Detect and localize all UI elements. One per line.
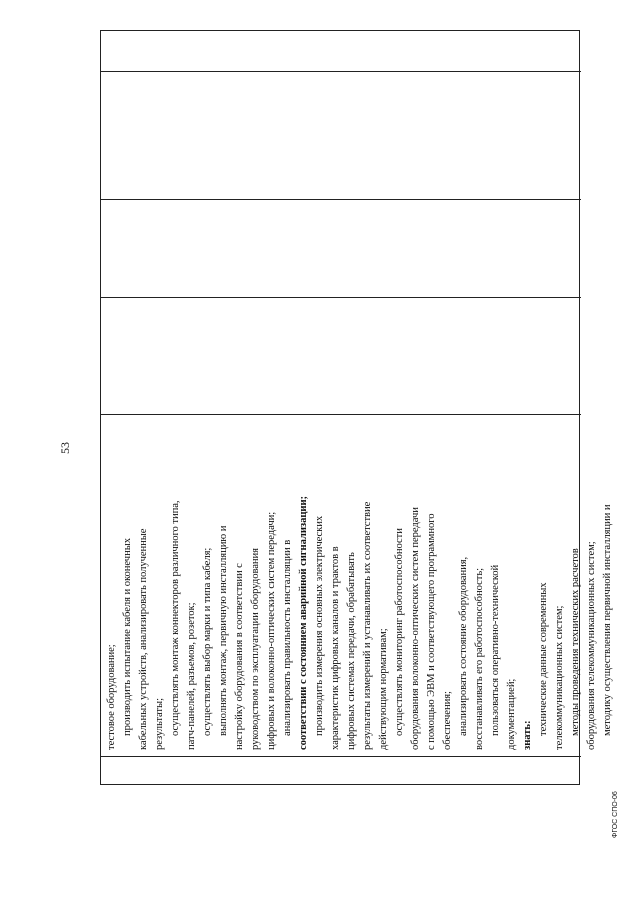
- text-line: действующим нормативам;: [378, 628, 389, 750]
- text-line: цифровых системах передачи, обрабатывать: [346, 552, 357, 750]
- text-line: цифровых и волоконно-оптических систем передачи;: [266, 511, 277, 750]
- text-line: анализировать состояние оборудования,: [458, 556, 469, 736]
- text-line: осуществлять монтаж коннекторов различного типа,: [170, 500, 181, 736]
- text-line: методику осуществления первичной инсталляции и: [602, 504, 613, 736]
- table-column-codes: [101, 31, 581, 71]
- text-line: патч-панелей, разъемов, розеток;: [186, 602, 197, 750]
- text-line: осуществлять выбор марки и типа кабеля;: [202, 547, 213, 736]
- text-line: производить измерения основных электрических: [314, 515, 325, 736]
- standards-table: [100, 30, 613, 785]
- text-line: осуществлять мониторинг работоспособности: [394, 528, 405, 736]
- text-line: производить испытание кабеля и оконечных: [122, 537, 133, 736]
- footer-label: ФГОС СПО-06: [612, 791, 619, 838]
- text-line: результаты измерений и устанавливать их соответствие: [362, 501, 373, 750]
- text-line: телекоммуникационных систем;: [554, 605, 565, 750]
- table-column-competencies: [101, 414, 613, 756]
- text-line: обеспечения;: [442, 691, 453, 750]
- text-line: настройку оборудования в соответствии с: [234, 563, 245, 750]
- text-line: результаты;: [154, 698, 165, 750]
- text-line: тестовое оборудование;: [106, 644, 117, 750]
- text-line: восстанавливать его работоспособность;: [474, 567, 485, 750]
- table-column-hours-max: [101, 297, 581, 414]
- text-line: анализировать правильность инсталляции в: [282, 539, 293, 736]
- table-column-hours-mandatory: [101, 199, 581, 297]
- text-line: методы проведения технических расчетов: [570, 548, 581, 736]
- text-line: руководством по эксплуатации оборудования: [250, 548, 261, 750]
- table-column-disciplines: [101, 71, 581, 199]
- text-line: характеристик цифровых каналов и трактов в: [330, 546, 341, 750]
- text-line: пользоваться оперативно-технической: [490, 564, 501, 736]
- table-column-index: [101, 756, 581, 786]
- page-number: 53: [58, 442, 72, 454]
- text-line: документацией;: [506, 678, 517, 750]
- text-line: выполнять монтаж, первичную инсталляцию и: [218, 525, 229, 736]
- text-line: кабельных устройств, анализировать полученные: [138, 528, 149, 750]
- text-line: знать:: [522, 720, 533, 750]
- text-line: с помощью ЭВМ и соответствующего программного: [426, 513, 437, 750]
- text-line: соответствии с состоянием аварийной сигнализации;: [298, 496, 309, 750]
- text-line: технические данные современных: [538, 582, 549, 736]
- text-line: оборудования телекоммуникационных систем;: [586, 541, 597, 750]
- text-line: оборудования волоконно-оптических систем передачи: [410, 507, 421, 750]
